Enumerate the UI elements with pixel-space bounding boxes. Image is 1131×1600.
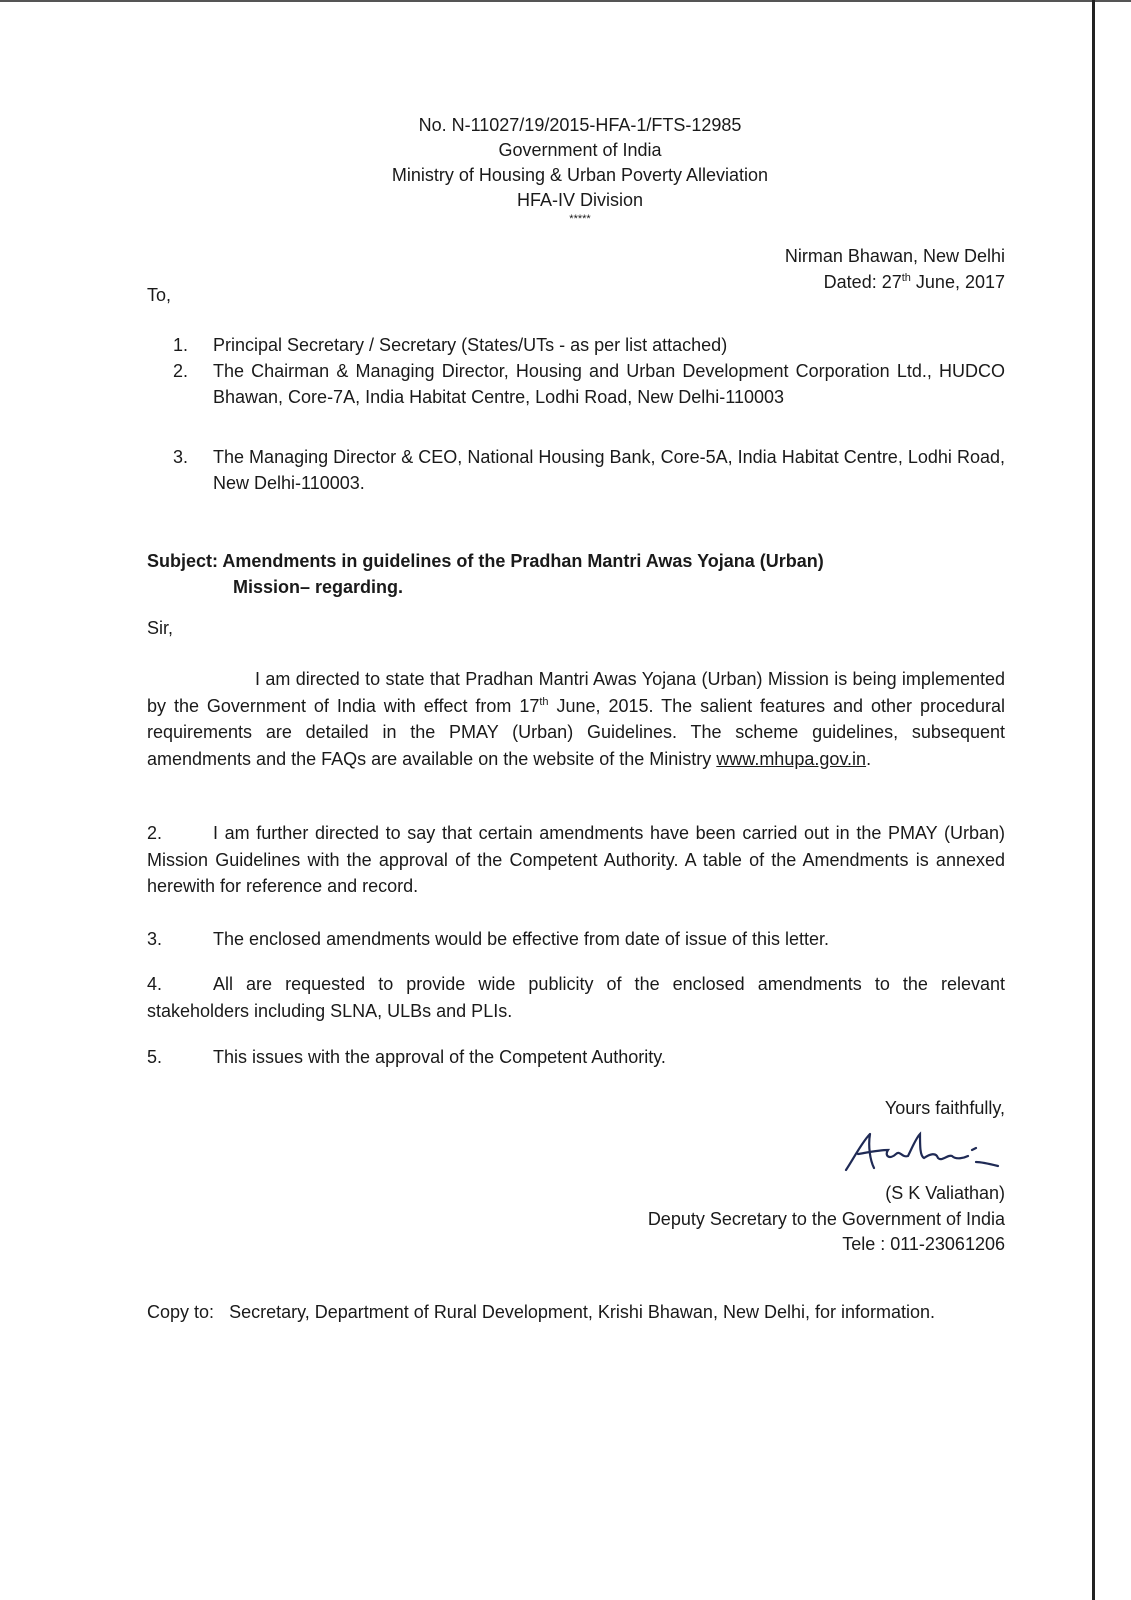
copy-to xyxy=(147,1300,1005,1326)
signatory-telephone: Tele : 011-23061206 xyxy=(842,1234,1005,1254)
ministry: Ministry of Housing & Urban Poverty Alleviation xyxy=(391,165,769,185)
subject xyxy=(147,549,1007,600)
subject-line-1: Subject: Amendments in guidelines of the Pradhan Mantri Awas Yojana (Urban) xyxy=(147,551,824,571)
recipient-item xyxy=(173,359,1005,410)
scan-border-right xyxy=(1092,0,1095,1600)
para1-sup: th xyxy=(539,695,549,708)
file-number: No. N-11027/19/2015-HFA-1/FTS-12985 xyxy=(418,115,742,135)
para1-text-b: June, 2015. The salient features and other procedural requirements are detailed in the PMAY (Urban) Guidelines. The scheme guidelines, subsequent amendments and the FAQs are available on the website of the Ministry xyxy=(147,695,1005,769)
closing: Yours faithfully, xyxy=(884,1098,1005,1118)
subject-line-2: Mission– regarding. xyxy=(233,576,404,597)
item-number: 1. xyxy=(173,335,189,355)
date xyxy=(785,270,1005,296)
ministry-website-link[interactable]: www.mhupa.gov.in xyxy=(716,748,867,769)
division: HFA-IV Division xyxy=(516,190,644,210)
paragraph-2 xyxy=(147,820,1005,900)
date-sup: th xyxy=(901,271,911,284)
signatory-name: (S K Valiathan) xyxy=(885,1183,1005,1203)
scan-border-top xyxy=(0,0,1131,2)
recipient-item xyxy=(173,445,1005,496)
para-text: I am further directed to say that certain amendments have been carried out in the PMAY (Urban) Mission Guidelines with the approval of the Competent Authority. A table of the Amendments is annexed herewith for reference and record. xyxy=(147,823,1005,896)
signatory-designation: Deputy Secretary to the Government of India xyxy=(647,1208,1005,1229)
copy-to-label: Copy to: xyxy=(147,1302,215,1322)
salutation: Sir, xyxy=(147,618,174,638)
signature xyxy=(840,1128,1010,1176)
separator: ***** xyxy=(569,213,591,225)
item-text: The Managing Director & CEO, National Housing Bank, Core-5A, India Habitat Centre, Lodhi Road, New Delhi-110003. xyxy=(213,447,1005,493)
para-number: 4. xyxy=(147,974,163,994)
place: Nirman Bhawan, New Delhi xyxy=(784,246,1005,266)
paragraph-5 xyxy=(147,1044,1005,1071)
para-number: 2. xyxy=(147,823,163,843)
paragraph-3 xyxy=(147,926,1005,953)
para1-text-a: I am directed to state that Pradhan Mantri Awas Yojana (Urban) Mission is being implemented by the Government of India with effect from 17 xyxy=(147,669,1005,716)
date-rest: June, 2017 xyxy=(910,271,1005,292)
para-text: All are requested to provide wide publicity of the enclosed amendments to the relevant stakeholders including SLNA, ULBs and PLIs. xyxy=(147,974,1005,1021)
para-number: 5. xyxy=(147,1047,163,1067)
letterhead xyxy=(300,113,860,225)
para1-text-c: . xyxy=(866,748,872,769)
government: Government of India xyxy=(498,140,662,160)
para-number: 3. xyxy=(147,929,163,949)
para-text: The enclosed amendments would be effective from date of issue of this letter. xyxy=(213,929,830,949)
paragraph-1 xyxy=(147,666,1005,772)
item-number: 2. xyxy=(173,361,189,381)
place-date xyxy=(785,244,1005,295)
paragraph-4 xyxy=(147,971,1005,1024)
recipient-item xyxy=(173,333,1005,359)
item-text: Principal Secretary / Secretary (States/UTs - as per list attached) xyxy=(213,335,728,355)
item-text: The Chairman & Managing Director, Housing and Urban Development Corporation Ltd., HUDCO Bhawan, Core-7A, India Habitat Centre, Lodhi Road, New Delhi-110003 xyxy=(213,361,1005,407)
para-text: This issues with the approval of the Competent Authority. xyxy=(213,1047,666,1067)
signatory-block xyxy=(648,1181,1005,1258)
copy-to-text: Secretary, Department of Rural Development, Krishi Bhawan, New Delhi, for information. xyxy=(229,1302,936,1322)
date-day: Dated: 27 xyxy=(823,271,902,292)
to-label: To, xyxy=(147,285,172,305)
item-number: 3. xyxy=(173,447,189,467)
